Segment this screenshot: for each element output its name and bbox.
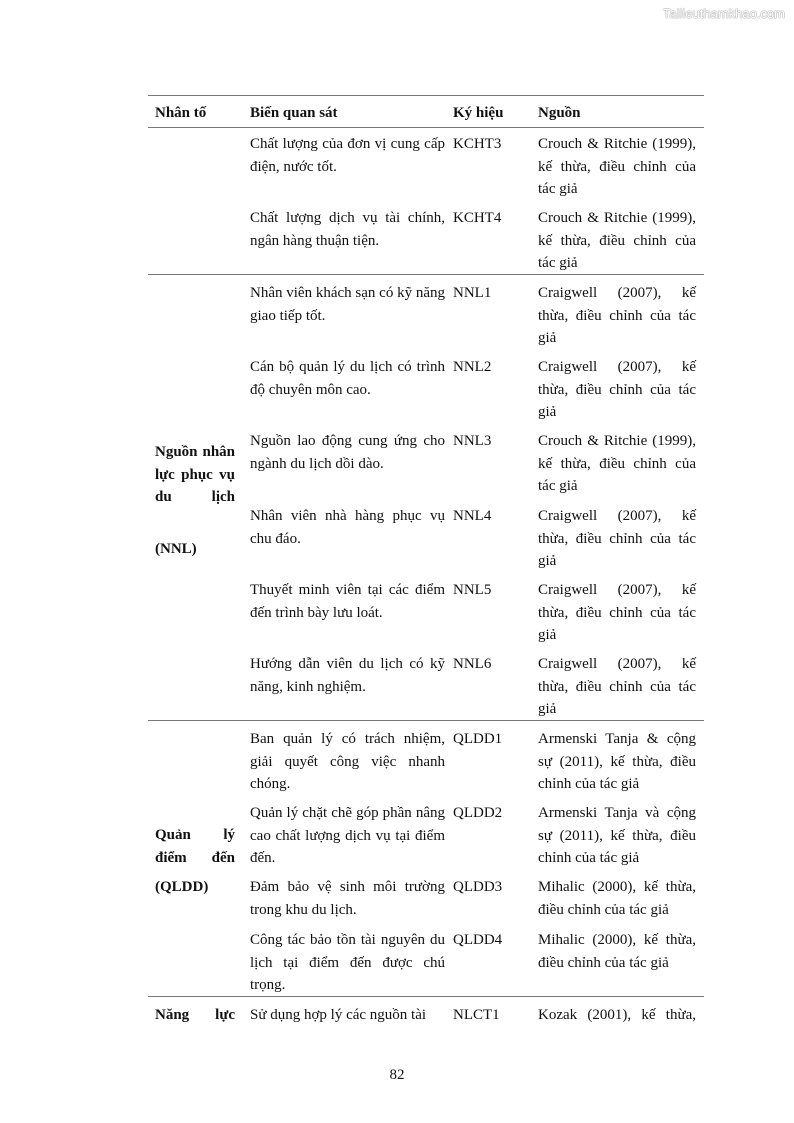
table-row-code: NNL2 [453,359,492,375]
table-row-source: Kozak (2001), kế thừa, [538,1007,696,1023]
table-row-code: QLDD2 [453,805,503,821]
page-number: 82 [389,1067,405,1083]
table-row-source: Craigwell (2007), kế thừa, điều chỉnh của tác giả [538,582,696,643]
factor-code-qldd: (QLDD) [155,879,209,895]
table-row-item: Nguồn lao động cung ứng cho ngành du lịch dồi dào. [250,433,445,472]
table-row-source: Craigwell (2007), kế thừa, điều chỉnh của tác giả [538,508,696,569]
table-row-code: NNL6 [453,656,492,672]
table-row-item: Đảm bảo vệ sinh môi trường trong khu du lịch. [250,879,445,918]
table-row-source: Armenski Tanja và cộng sự (2011), kế thừa, điều chỉnh của tác giả [538,805,696,866]
table-row-source: Crouch & Ritchie (1999), kế thừa, điều chỉnh của tác giả [538,210,696,271]
table-row-source: Crouch & Ritchie (1999), kế thừa, điều chỉnh của tác giả [538,433,696,494]
table-row-code: NNL5 [453,582,492,598]
table-row-source: Craigwell (2007), kế thừa, điều chỉnh của tác giả [538,285,696,346]
table-row-code: KCHT4 [453,210,502,226]
table-row-item: Chất lượng dịch vụ tài chính, ngân hàng thuận tiện. [250,210,445,249]
table-row-item: Quản lý chặt chẽ góp phần nâng cao chất lượng dịch vụ tại điểm đến. [250,805,445,866]
header-source: Nguồn [538,105,581,121]
table-row-source: Mihalic (2000), kế thừa, điều chỉnh của tác giả [538,932,696,971]
factor-label-nlct: Năng lực [155,1007,235,1023]
factor-code-nnl: (NNL) [155,541,197,557]
table-row-source: Crouch & Ritchie (1999), kế thừa, điều chỉnh của tác giả [538,136,696,197]
table-row-code: NLCT1 [453,1007,500,1023]
table-row-source: Armenski Tanja & cộng sự (2011), kế thừa, điều chỉnh của tác giả [538,731,696,792]
table-row-code: KCHT3 [453,136,502,152]
table-row-code: QLDD1 [453,731,503,747]
table-row-item: Hướng dẫn viên du lịch có kỹ năng, kinh nghiệm. [250,656,445,695]
table-row-item: Nhân viên nhà hàng phục vụ chu đáo. [250,508,445,547]
table-row-source: Craigwell (2007), kế thừa, điều chỉnh của tác giả [538,359,696,420]
factor-label-qldd: Quản lý điểm đến [155,827,235,866]
table-row-source: Craigwell (2007), kế thừa, điều chỉnh của tác giả [538,656,696,717]
table-row-item: Nhân viên khách sạn có kỹ năng giao tiếp tốt. [250,285,445,324]
table-row-code: NNL3 [453,433,492,449]
header-symbol: Ký hiệu [453,105,504,121]
table-row-item: Chất lượng của đơn vị cung cấp điện, nước tốt. [250,136,445,175]
header-observed-variable: Biến quan sát [250,105,338,121]
table-row-code: QLDD4 [453,932,503,948]
header-rule [148,127,704,128]
table-row-code: QLDD3 [453,879,503,895]
table-top-rule [148,95,704,96]
table-row-code: NNL1 [453,285,492,301]
table-row-item: Sử dụng hợp lý các nguồn tài [250,1007,427,1023]
table-row-item: Cán bộ quản lý du lịch có trình độ chuyên môn cao. [250,359,445,398]
table-row-source: Mihalic (2000), kế thừa, điều chỉnh của tác giả [538,879,696,918]
table-row-item: Thuyết minh viên tại các điểm đến trình bày lưu loát. [250,582,445,621]
table-row-item: Ban quản lý có trách nhiệm, giải quyết công việc nhanh chóng. [250,731,445,792]
table-row-code: NNL4 [453,508,492,524]
table-row-item: Công tác bảo tồn tài nguyên du lịch tại điểm đến được chú trọng. [250,932,445,993]
header-factor: Nhân tố [155,105,207,121]
factor-label-nnl: Nguồn nhân lực phục vụ du lịch [155,444,235,505]
watermark: Tailieuthamkhao.com [662,6,785,21]
